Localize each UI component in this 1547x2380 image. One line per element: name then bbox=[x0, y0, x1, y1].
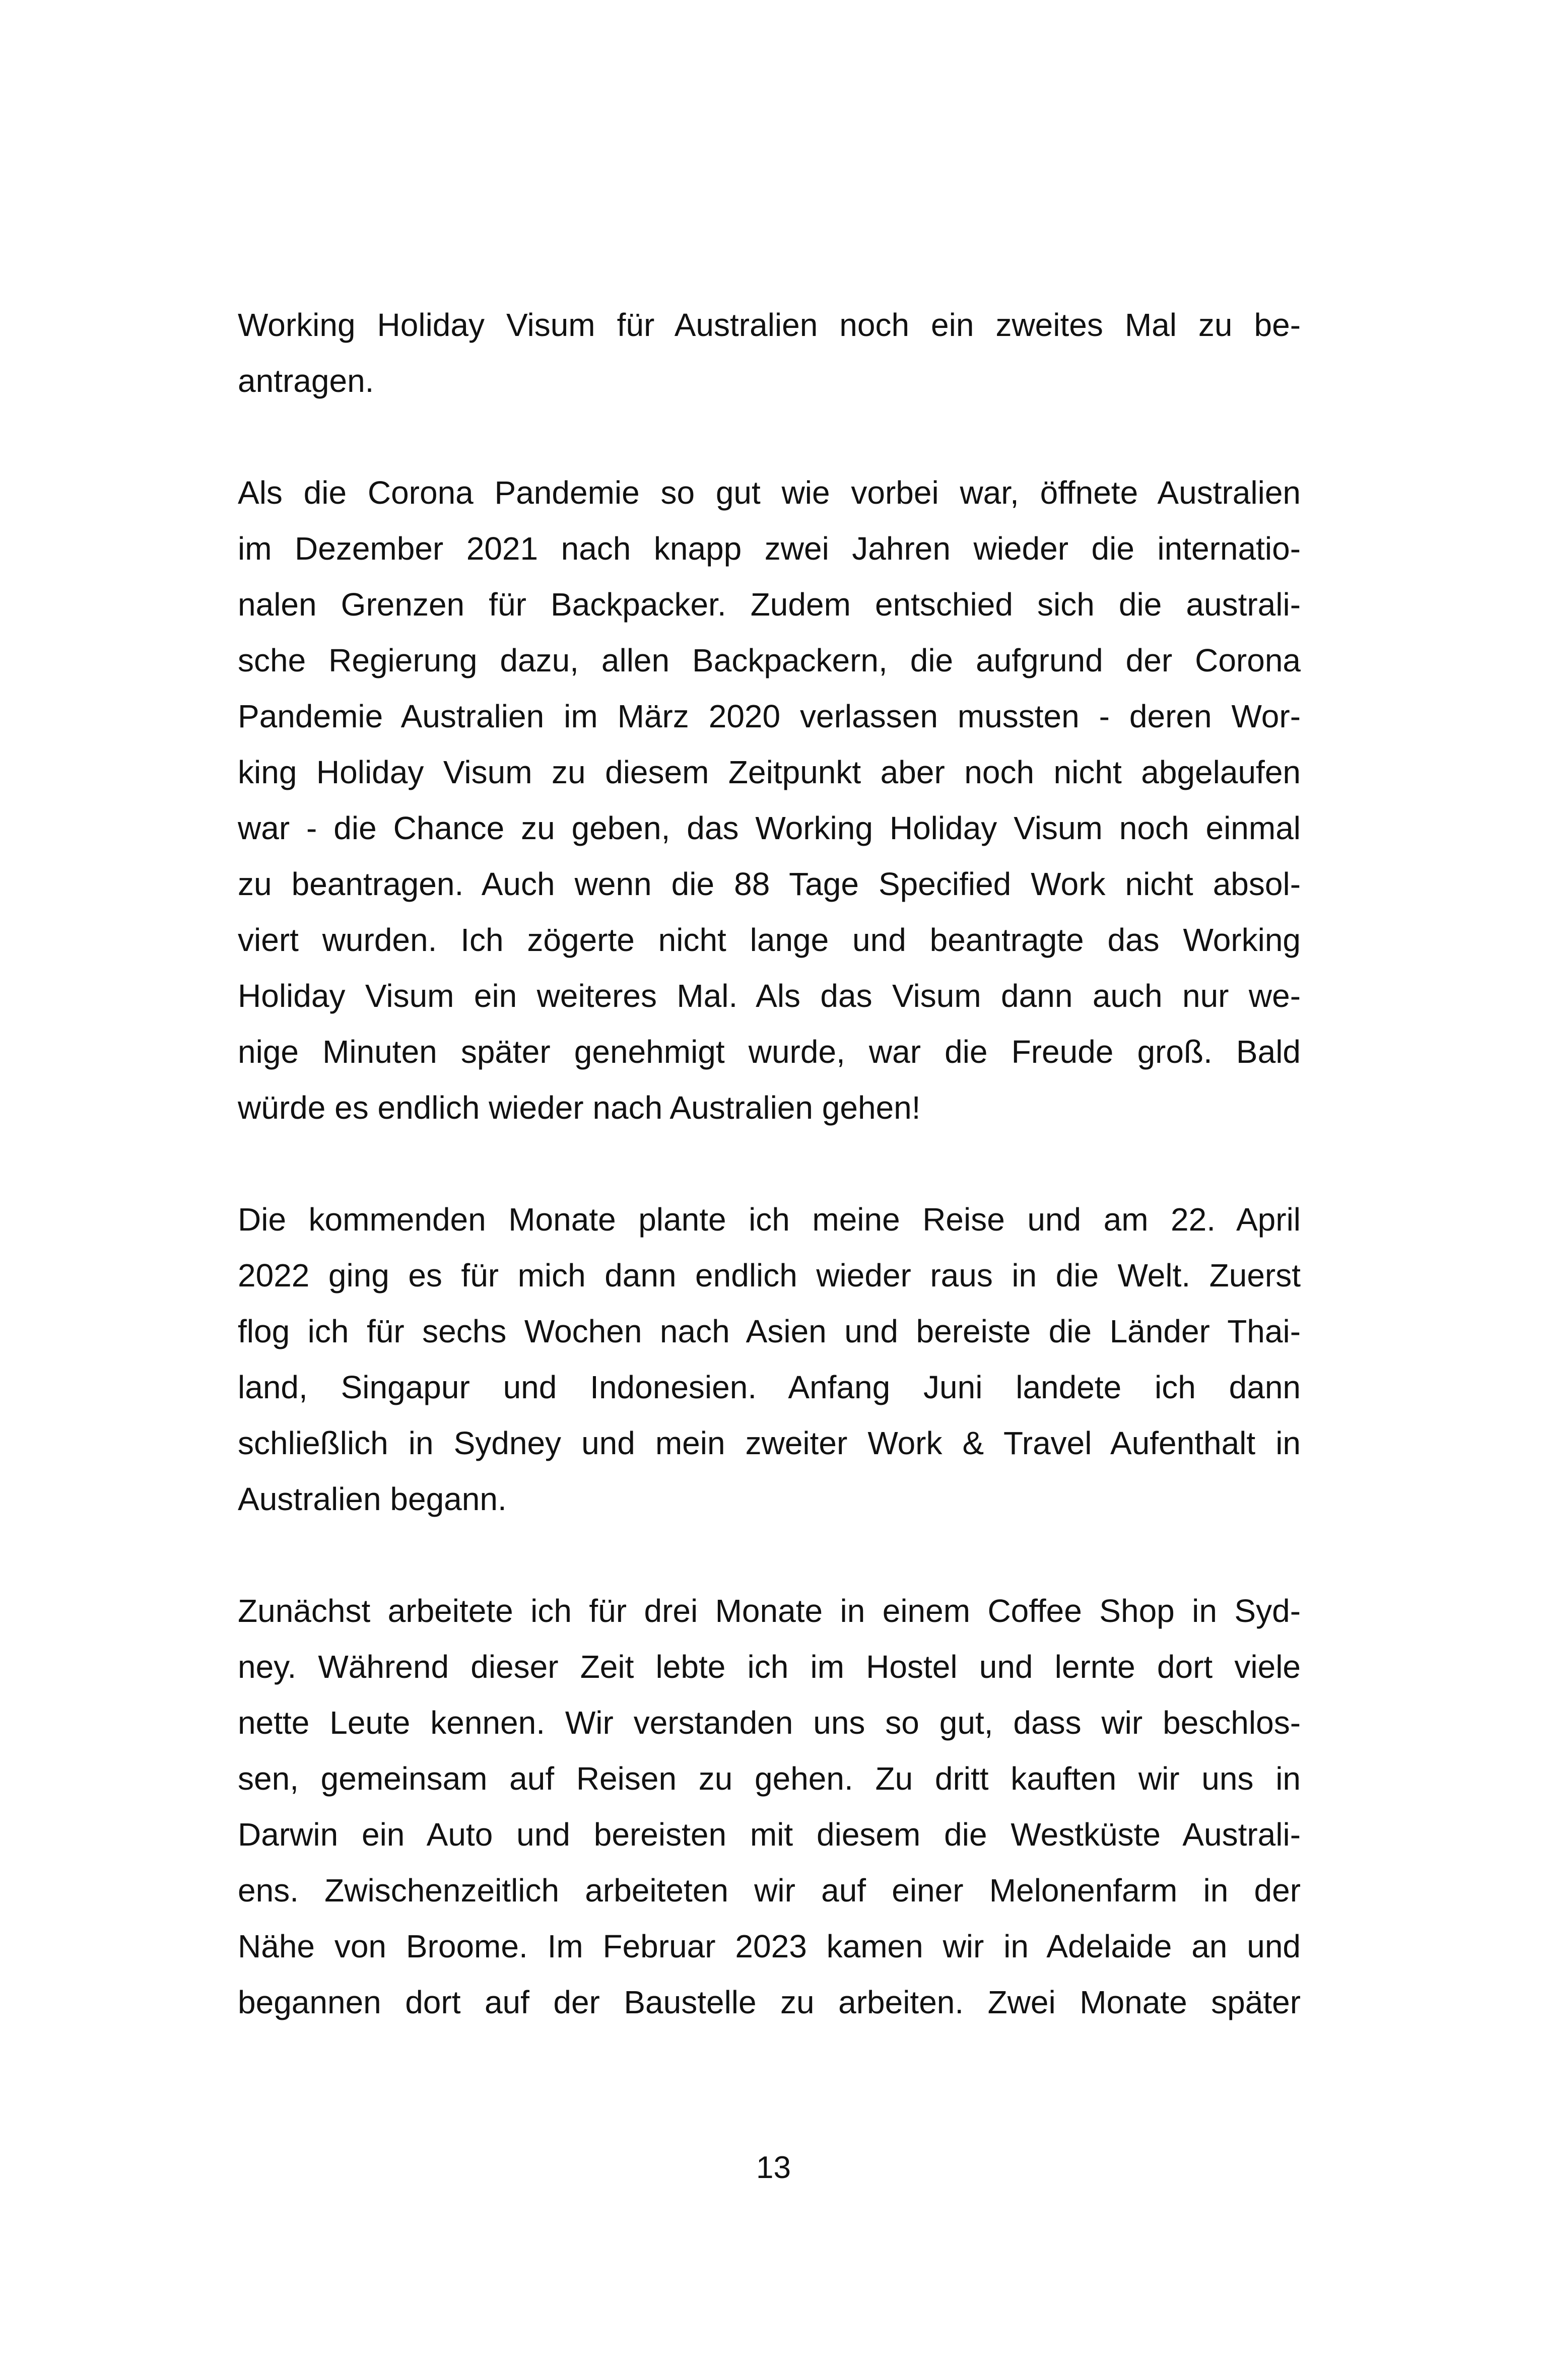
paragraph-2 bbox=[238, 465, 1301, 1136]
text-line: sche Regierung dazu, allen Backpackern, die aufgrund der Corona bbox=[238, 642, 1301, 678]
text-line: Die kommenden Monate plante ich meine Reise und am 22. April bbox=[238, 1201, 1301, 1238]
text-line: ens. Zwischenzeitlich arbeiteten wir auf einer Melonenfarm in der bbox=[238, 1872, 1301, 1909]
text-line: Als die Corona Pandemie so gut wie vorbei war, öffnete Australien bbox=[238, 474, 1301, 511]
text-line: nalen Grenzen für Backpacker. Zudem entschied sich die australi- bbox=[238, 586, 1301, 623]
text-line: sen, gemeinsam auf Reisen zu gehen. Zu dritt kauften wir uns in bbox=[238, 1760, 1301, 1797]
paragraph-4 bbox=[238, 1583, 1301, 2030]
text-line: Working Holiday Visum für Australien noch ein zweites Mal zu be- bbox=[238, 307, 1301, 343]
text-line: schließlich in Sydney und mein zweiter Work & Travel Aufenthalt in bbox=[238, 1425, 1301, 1461]
paragraph-gap bbox=[238, 1136, 1301, 1192]
text-line: king Holiday Visum zu diesem Zeitpunkt aber noch nicht abgelaufen bbox=[238, 754, 1301, 790]
text-line: nige Minuten später genehmigt wurde, war die Freude groß. Bald bbox=[238, 1034, 1301, 1070]
text-line: war - die Chance zu geben, das Working Holiday Visum noch einmal bbox=[238, 810, 1301, 846]
text-line: würde es endlich wieder nach Australien gehen! bbox=[238, 1090, 921, 1126]
paragraph-gap bbox=[238, 1527, 1301, 1583]
text-line: Australien begann. bbox=[238, 1481, 507, 1517]
paragraph-gap bbox=[238, 409, 1301, 465]
text-line: ney. Während dieser Zeit lebte ich im Hostel und lernte dort viele bbox=[238, 1649, 1301, 1685]
body-text bbox=[238, 297, 1301, 2030]
text-line: Darwin ein Auto und bereisten mit diesem die Westküste Australi- bbox=[238, 1816, 1301, 1853]
text-line: nette Leute kennen. Wir verstanden uns so gut, dass wir beschlos- bbox=[238, 1705, 1301, 1741]
text-line: Pandemie Australien im März 2020 verlassen mussten - deren Wor- bbox=[238, 698, 1301, 734]
text-line: antragen. bbox=[238, 363, 374, 399]
text-line: flog ich für sechs Wochen nach Asien und bereiste die Länder Thai- bbox=[238, 1313, 1301, 1349]
text-line: im Dezember 2021 nach knapp zwei Jahren wieder die internatio- bbox=[238, 530, 1301, 567]
text-line: Zunächst arbeitete ich für drei Monate in einem Coffee Shop in Syd- bbox=[238, 1593, 1301, 1629]
paragraph-3 bbox=[238, 1192, 1301, 1527]
text-line: zu beantragen. Auch wenn die 88 Tage Specified Work nicht absol- bbox=[238, 866, 1301, 902]
text-line: viert wurden. Ich zögerte nicht lange und beantragte das Working bbox=[238, 922, 1301, 958]
text-line: Holiday Visum ein weiteres Mal. Als das Visum dann auch nur we- bbox=[238, 978, 1301, 1014]
paragraph-1 bbox=[238, 297, 1301, 409]
page-number: 13 bbox=[756, 2150, 791, 2185]
text-line: begannen dort auf der Baustelle zu arbeiten. Zwei Monate später bbox=[238, 1984, 1301, 2020]
text-line: 2022 ging es für mich dann endlich wieder raus in die Welt. Zuerst bbox=[238, 1257, 1301, 1294]
text-line: land, Singapur und Indonesien. Anfang Juni landete ich dann bbox=[238, 1369, 1301, 1405]
text-line: Nähe von Broome. Im Februar 2023 kamen wir in Adelaide an und bbox=[238, 1928, 1301, 1964]
